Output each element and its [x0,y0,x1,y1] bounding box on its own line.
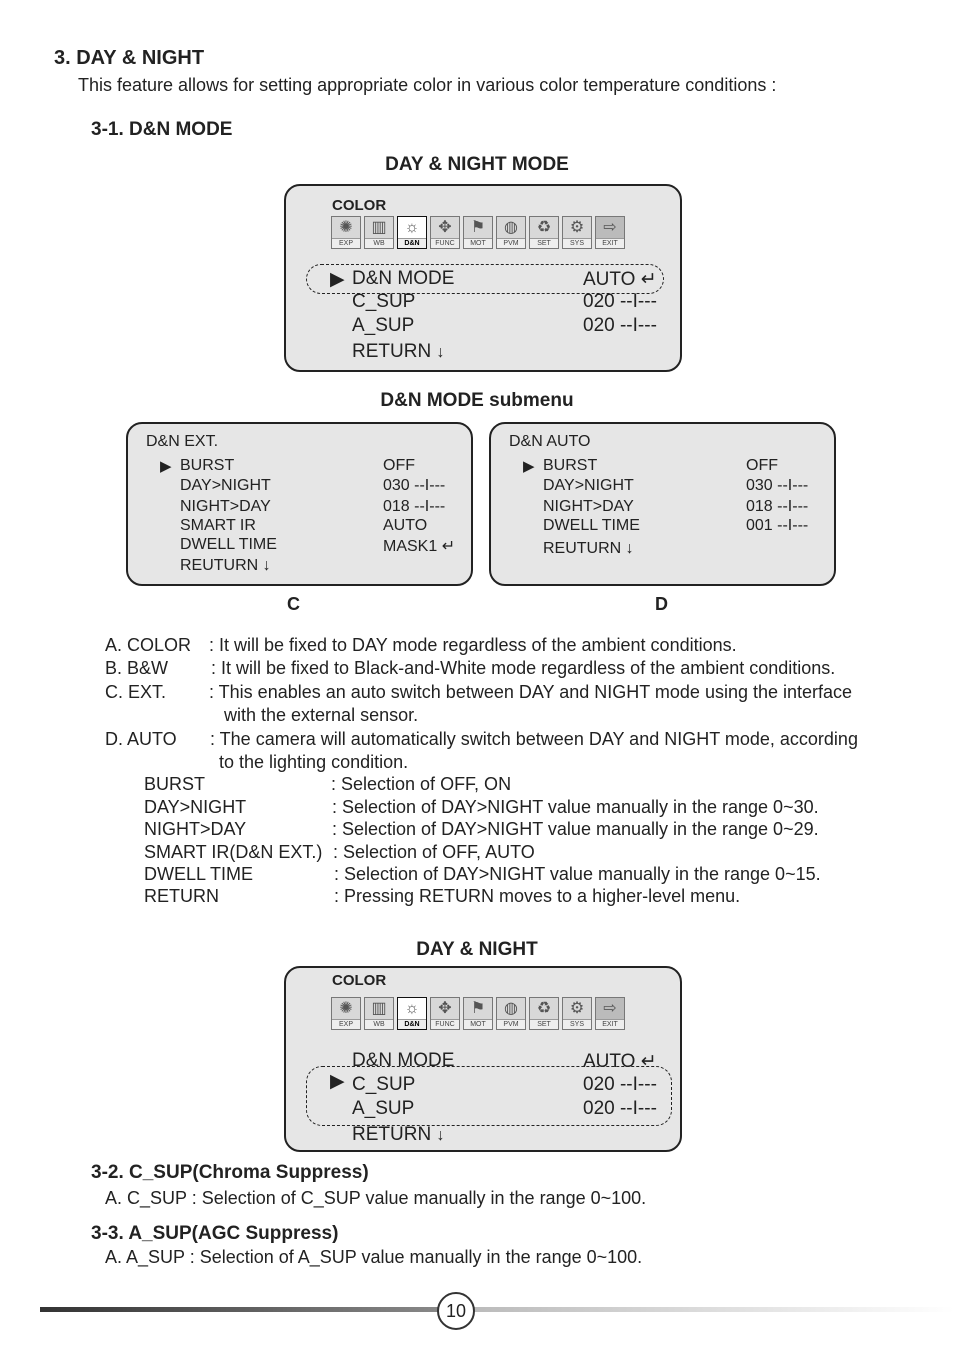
submenu-value: 030 --I--- [383,477,446,494]
menu-tab-label: EXP [332,238,360,248]
return-label: RETURN [352,341,432,362]
def-key-bw: B. B&W [105,658,169,678]
submenu-title: D&N EXT. [146,433,219,450]
menu-tab-pvm[interactable] [496,216,526,249]
def-text-ext-cont: with the external sensor. [224,705,419,725]
exit-icon: ⇨ [603,1000,617,1017]
menu-tab-mot[interactable] [463,216,493,249]
menu-tab-label: EXP [332,1019,360,1029]
param-key: DWELL TIME [144,864,254,884]
exit-icon: ⇨ [603,219,617,236]
submenu-value: AUTO [383,517,428,534]
selection-cursor-icon: ▶ [523,458,535,475]
menu-tab-label: WB [365,238,393,248]
param-key: DAY>NIGHT [144,797,247,817]
menu-value-a-sup: 020 --I--- [583,1098,657,1119]
def-text-bw: : It will be fixed to Black-and-White mode regardless of the ambient conditions. [211,658,836,678]
subsection-text-c-sup: A. C_SUP : Selection of C_SUP value manually in the range 0~100. [105,1188,647,1208]
menu-tab-func[interactable] [430,216,460,249]
down-arrow-icon: ↓ [262,557,271,574]
menu-tab-label: D&N [398,238,426,248]
motion-icon: ⚑ [470,219,486,236]
system-gear-icon: ⚙ [569,1000,585,1017]
subsection-title-dn-mode: 3-1. D&N MODE [91,119,233,140]
menu-tab-sys[interactable] [562,216,592,249]
menu-title: COLOR [332,972,387,989]
footer-rule-left [40,1307,440,1312]
menu-item-dn-mode[interactable]: D&N MODE [352,268,455,289]
submenu-item[interactable]: DWELL TIME [543,517,640,534]
def-text-auto-cont: to the lighting condition. [219,752,409,772]
submenu-item[interactable]: SMART IR [180,517,256,534]
param-key: SMART IR(D&N EXT.) [144,842,323,862]
privacy-mask-icon: ◍ [504,219,518,236]
param-text: : Pressing RETURN moves to a higher-level menu. [334,886,741,906]
submenu-item[interactable]: DAY>NIGHT [543,477,634,494]
osd-menu-day-night [284,966,682,1152]
menu-tab-exp[interactable] [331,216,361,249]
submenu-value: OFF [746,457,778,474]
menu-title: COLOR [332,197,387,214]
param-text: : Selection of OFF, ON [331,774,512,794]
param-key: NIGHT>DAY [144,819,247,839]
menu-tab-dnn[interactable] [397,216,427,249]
menu-tab-dnn[interactable] [397,997,427,1030]
selection-cursor-icon: ▶ [160,458,172,475]
menu-tab-label: SYS [563,1019,591,1029]
menu-value-dn-mode: AUTO ↵ [583,269,657,290]
day-night-icon: ☼ [404,1000,420,1017]
menu-tab-exp[interactable] [331,997,361,1030]
osd-submenu-dn-ext [126,422,473,586]
motion-icon: ⚑ [470,1000,486,1017]
submenu-item[interactable]: BURST [543,457,598,474]
menu-item-a-sup[interactable]: A_SUP [352,315,415,336]
function-icon: ✥ [438,219,452,236]
figure-caption-submenu: D&N MODE submenu [380,390,574,411]
submenu-value: 030 --I--- [746,477,809,494]
menu-tab-label: SET [530,1019,558,1029]
submenu-value: 018 --I--- [746,498,809,515]
menu-item-a-sup[interactable]: A_SUP [352,1098,415,1119]
menu-item-return[interactable] [352,1124,444,1146]
submenu-item-return[interactable] [543,540,634,558]
menu-item-c-sup[interactable]: C_SUP [352,1074,416,1095]
menu-tab-label: WB [365,1019,393,1029]
exposure-icon: ✺ [339,1000,353,1017]
down-arrow-icon: ↓ [625,540,634,557]
menu-tab-set[interactable] [529,997,559,1030]
figure-caption-day-night: DAY & NIGHT [416,939,538,960]
def-key-color: A. COLOR [105,635,192,655]
privacy-mask-icon: ◍ [504,1000,518,1017]
submenu-item[interactable]: DWELL TIME [180,536,277,553]
menu-item-return[interactable] [352,341,444,363]
selection-cursor-icon: ▶ [330,1071,345,1092]
menu-tab-label: MOT [464,238,492,248]
subsection-title-a-sup: 3-3. A_SUP(AGC Suppress) [91,1223,339,1244]
menu-icon-bar [331,216,625,249]
def-text-color: : It will be fixed to DAY mode regardless of the ambient conditions. [209,635,737,655]
menu-value-c-sup: 020 --I--- [583,291,657,312]
menu-item-c-sup[interactable]: C_SUP [352,291,416,312]
menu-tab-label: SET [530,238,558,248]
submenu-value: OFF [383,457,415,474]
osd-submenu-dn-auto [489,422,836,586]
osd-menu-dn-mode [284,184,682,372]
figure-letter-d: D [655,594,668,614]
menu-icon-bar [331,997,625,1030]
menu-tab-set[interactable] [529,216,559,249]
menu-tab-label: PVM [497,1019,525,1029]
param-text: : Selection of DAY>NIGHT value manually in the range 0~30. [332,797,819,817]
menu-tab-label: MOT [464,1019,492,1029]
settings-icon: ♻ [536,1000,552,1017]
submenu-value: 001 --I--- [746,517,809,534]
def-text-auto: : The camera will automatically switch between DAY and NIGHT mode, according [210,729,858,749]
submenu-item-return[interactable] [180,557,271,575]
menu-item-dn-mode[interactable]: D&N MODE [352,1050,455,1071]
settings-icon: ♻ [536,219,552,236]
submenu-item[interactable]: BURST [180,457,235,474]
menu-tab-func[interactable] [430,997,460,1030]
param-text: : Selection of DAY>NIGHT value manually in the range 0~29. [332,819,819,839]
submenu-item[interactable]: NIGHT>DAY [543,498,634,515]
param-key: BURST [144,774,206,794]
def-key-ext: C. EXT. [105,682,167,702]
figure-letter-c: C [287,594,300,614]
white-balance-icon: ▥ [371,219,387,236]
section-title: 3. DAY & NIGHT [54,47,205,69]
def-key-auto: D. AUTO [105,729,177,749]
menu-tab-pvm[interactable] [496,997,526,1030]
menu-value-c-sup: 020 --I--- [583,1074,657,1095]
submenu-value: 018 --I--- [383,498,446,515]
param-text: : Selection of OFF, AUTO [333,842,535,862]
page-number: 10 [437,1292,475,1330]
day-night-icon: ☼ [404,219,420,236]
menu-tab-exit[interactable] [595,997,625,1030]
menu-tab-label: SYS [563,238,591,248]
footer-rule-right [474,1307,954,1312]
menu-value-a-sup: 020 --I--- [583,315,657,336]
return-label: RETURN [352,1124,432,1145]
menu-tab-label: EXIT [596,238,624,248]
submenu-title: D&N AUTO [509,433,591,450]
system-gear-icon: ⚙ [569,219,585,236]
selection-cursor-icon: ▶ [330,269,345,290]
menu-tab-wb[interactable] [364,216,394,249]
def-text-ext: : This enables an auto switch between DAY and NIGHT mode using the interface [209,682,853,702]
param-key: RETURN [144,886,219,906]
return-label: REUTURN [543,540,622,557]
menu-tab-label: FUNC [431,238,459,248]
down-arrow-icon: ↓ [436,344,445,361]
menu-tab-exit[interactable] [595,216,625,249]
subsection-text-a-sup: A. A_SUP : Selection of A_SUP value manually in the range 0~100. [105,1247,643,1267]
menu-tab-mot[interactable] [463,997,493,1030]
section-intro: This feature allows for setting appropriate color in various color temperature conditions : [78,75,777,95]
figure-caption-dn-mode: DAY & NIGHT MODE [385,154,569,175]
menu-value-dn-mode: AUTO ↵ [583,1051,657,1072]
submenu-item[interactable]: NIGHT>DAY [180,498,271,515]
menu-tab-wb[interactable] [364,997,394,1030]
menu-tab-label: EXIT [596,1019,624,1029]
menu-tab-sys[interactable] [562,997,592,1030]
submenu-value: MASK1 ↵ [383,538,456,555]
menu-tab-label: FUNC [431,1019,459,1029]
white-balance-icon: ▥ [371,1000,387,1017]
subsection-title-c-sup: 3-2. C_SUP(Chroma Suppress) [91,1162,369,1183]
down-arrow-icon: ↓ [436,1127,445,1144]
menu-tab-label: D&N [398,1019,426,1029]
param-text: : Selection of DAY>NIGHT value manually in the range 0~15. [334,864,821,884]
function-icon: ✥ [438,1000,452,1017]
submenu-item[interactable]: DAY>NIGHT [180,477,271,494]
return-label: REUTURN [180,557,259,574]
exposure-icon: ✺ [339,219,353,236]
menu-tab-label: PVM [497,238,525,248]
